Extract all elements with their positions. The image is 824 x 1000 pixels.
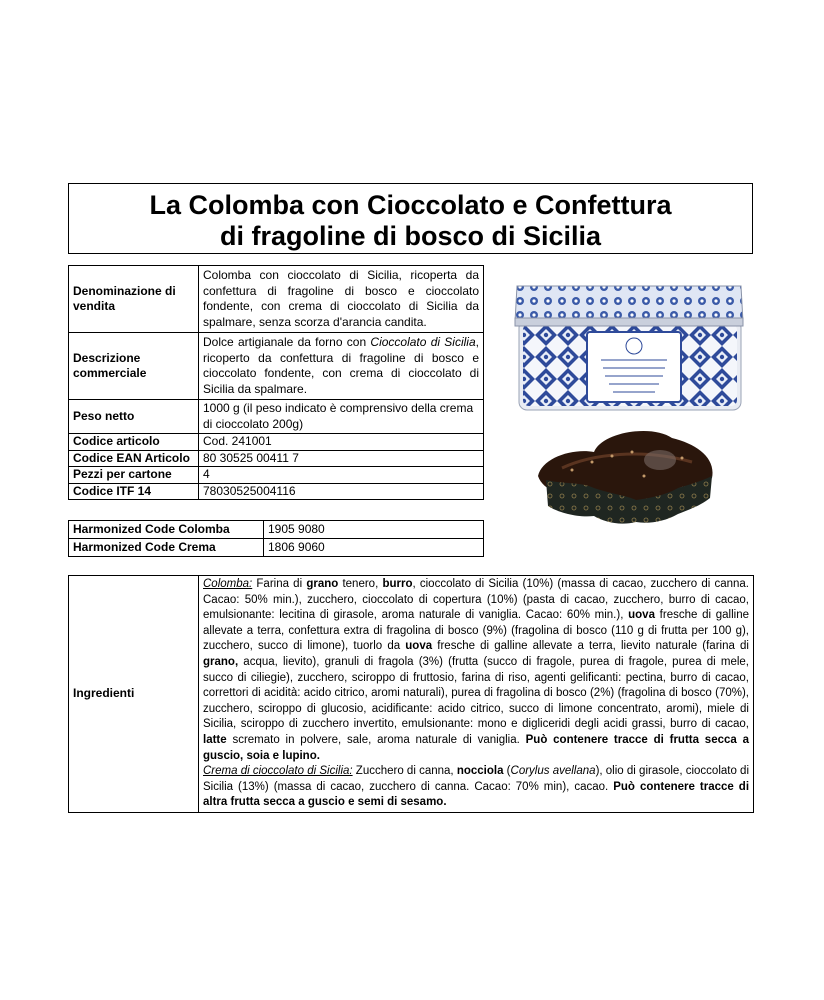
table-row bbox=[69, 333, 484, 400]
table-row bbox=[69, 539, 484, 557]
ingr-allergen: uova bbox=[628, 609, 655, 622]
table-row bbox=[69, 576, 754, 813]
ingr-text: Farina di bbox=[252, 578, 307, 590]
ingr-allergen: grano, bbox=[203, 655, 239, 668]
descrizione-value bbox=[199, 333, 484, 400]
ingr-warning: Può contenere tracce di altra frutta secca a guscio e semi di sesamo. bbox=[203, 780, 750, 809]
crema-heading: Crema di cioccolato di Sicilia: bbox=[203, 765, 353, 778]
ingr-text: fresche di galline allevate a terra, lievito naturale (farina di bbox=[432, 640, 749, 653]
table-row bbox=[69, 467, 484, 484]
ingr-allergen: grano bbox=[306, 578, 339, 590]
ingredienti-label: Ingredienti bbox=[69, 576, 199, 813]
descrizione-text-italic: Cioccolato di Sicilia bbox=[370, 335, 476, 349]
ean-label: Codice EAN Articolo bbox=[69, 450, 199, 467]
hs-crema-label: Harmonized Code Crema bbox=[69, 539, 264, 557]
descrizione-text-1: Dolce artigianale da forno con bbox=[203, 335, 371, 349]
table-row bbox=[69, 400, 484, 434]
table-row bbox=[69, 483, 484, 500]
peso-value: 1000 g (il peso indicato è comprensivo della crema di cioccolato 200g) bbox=[199, 400, 484, 434]
table-row bbox=[69, 266, 484, 333]
ingr-allergen: latte bbox=[203, 733, 227, 746]
title-line-1: La Colomba con Cioccolato e Confettura bbox=[149, 190, 672, 220]
ingr-text: acqua, lievito), granuli di fragola (3%) (frutta (succo di fragole, purea di fragole, purea di mele, succo di ciliegie), zucchero, sciroppo di fruttosio, farina di riso, agenti gelificanti: pectina, burro di cacao, correttori di acidità: acido citrico, aromi naturali), purea di fragolina di bosco (2%) (fragolina di bosco (70%), zucchero, sciroppo di glucosio, acidificante: acido citrico, succo di limone concentrato, aromi), miele di Sicilia, sciroppo di zucchero invertito, emulsionante: mono e digliceridi degli acidi grassi, burro di cacao, bbox=[203, 655, 749, 731]
ingr-text: , cioccolato di Sicilia (10%) (massa di cacao, zucchero di canna. Cacao: 50% min.), zucchero, cioccolato di copertura (10%) (pasta di cacao, zucchero, burro di cacao, emulsionante: lecitina di girasole, aroma naturale di vaniglia. Cacao: 60% min.), bbox=[203, 578, 749, 622]
itf-label: Codice ITF 14 bbox=[69, 483, 199, 500]
ingr-allergen: uova bbox=[405, 640, 433, 653]
descrizione-label: Descrizione commerciale bbox=[69, 333, 199, 400]
descrizione-text-2: , ricoperto da confettura di fragoline di bosco e cioccolato fondente, con crema di cioccolato di Sicilia da spalmare. bbox=[203, 335, 479, 396]
hs-colomba-value: 1905 9080 bbox=[264, 521, 484, 539]
ingredienti-value bbox=[199, 576, 754, 813]
ingr-text: tenero, bbox=[338, 578, 383, 590]
colomba-heading: Colomba: bbox=[203, 578, 253, 590]
table-row bbox=[69, 521, 484, 539]
title-line-2: di fragoline di bosco di Sicilia bbox=[219, 221, 602, 251]
tin-box-image bbox=[513, 280, 745, 414]
ingr-text: scremato in polvere, sale, aroma naturale di vaniglia. bbox=[226, 733, 526, 746]
codice-articolo-value: Cod. 241001 bbox=[199, 434, 484, 451]
ingredients-table bbox=[68, 575, 754, 813]
harmonized-codes-table bbox=[68, 520, 484, 557]
denominazione-value: Colomba con cioccolato di Sicilia, ricoperta da confettura di fragoline di bosco e cioccolato fondente, con crema di cioccolato di Sicilia da spalmare, senza scorza d'arancia candita. bbox=[199, 266, 484, 333]
itf-value: 78030525004116 bbox=[199, 483, 484, 500]
product-title-box bbox=[68, 183, 753, 254]
hs-crema-value: 1806 9060 bbox=[264, 539, 484, 557]
ean-value: 80 30525 00411 7 bbox=[199, 450, 484, 467]
ingr-latin-name: Corylus avellana bbox=[510, 765, 596, 778]
ingr-allergen: burro bbox=[382, 578, 413, 590]
pezzi-value: 4 bbox=[199, 467, 484, 484]
ingr-text: fresche di galline allevate a terra, confettura extra di fragolina di bosco (9%) (fragolina di bosco (110 g di frutta per 100 g), zucchero, succo di limone), tuorlo da bbox=[203, 609, 750, 653]
peso-label: Peso netto bbox=[69, 400, 199, 434]
ingr-text: Zucchero di canna, bbox=[352, 765, 457, 778]
ingr-warning: Può contenere tracce di frutta secca a guscio, soia e lupino. bbox=[203, 733, 749, 762]
ingr-text: ), olio di girasole, cioccolato di Sicilia (13%) (massa di cacao, zucchero di canna. Cacao: 70% min), cacao. bbox=[203, 765, 750, 793]
colomba-cake-image bbox=[532, 418, 722, 528]
table-row bbox=[69, 434, 484, 451]
codice-articolo-label: Codice articolo bbox=[69, 434, 199, 451]
denominazione-label: Denominazione di vendita bbox=[69, 266, 199, 333]
pezzi-label: Pezzi per cartone bbox=[69, 467, 199, 484]
ingr-allergen: nocciola bbox=[456, 765, 504, 778]
product-info-table bbox=[68, 265, 484, 500]
table-row bbox=[69, 450, 484, 467]
hs-colomba-label: Harmonized Code Colomba bbox=[69, 521, 264, 539]
ingr-text: ( bbox=[503, 765, 511, 778]
